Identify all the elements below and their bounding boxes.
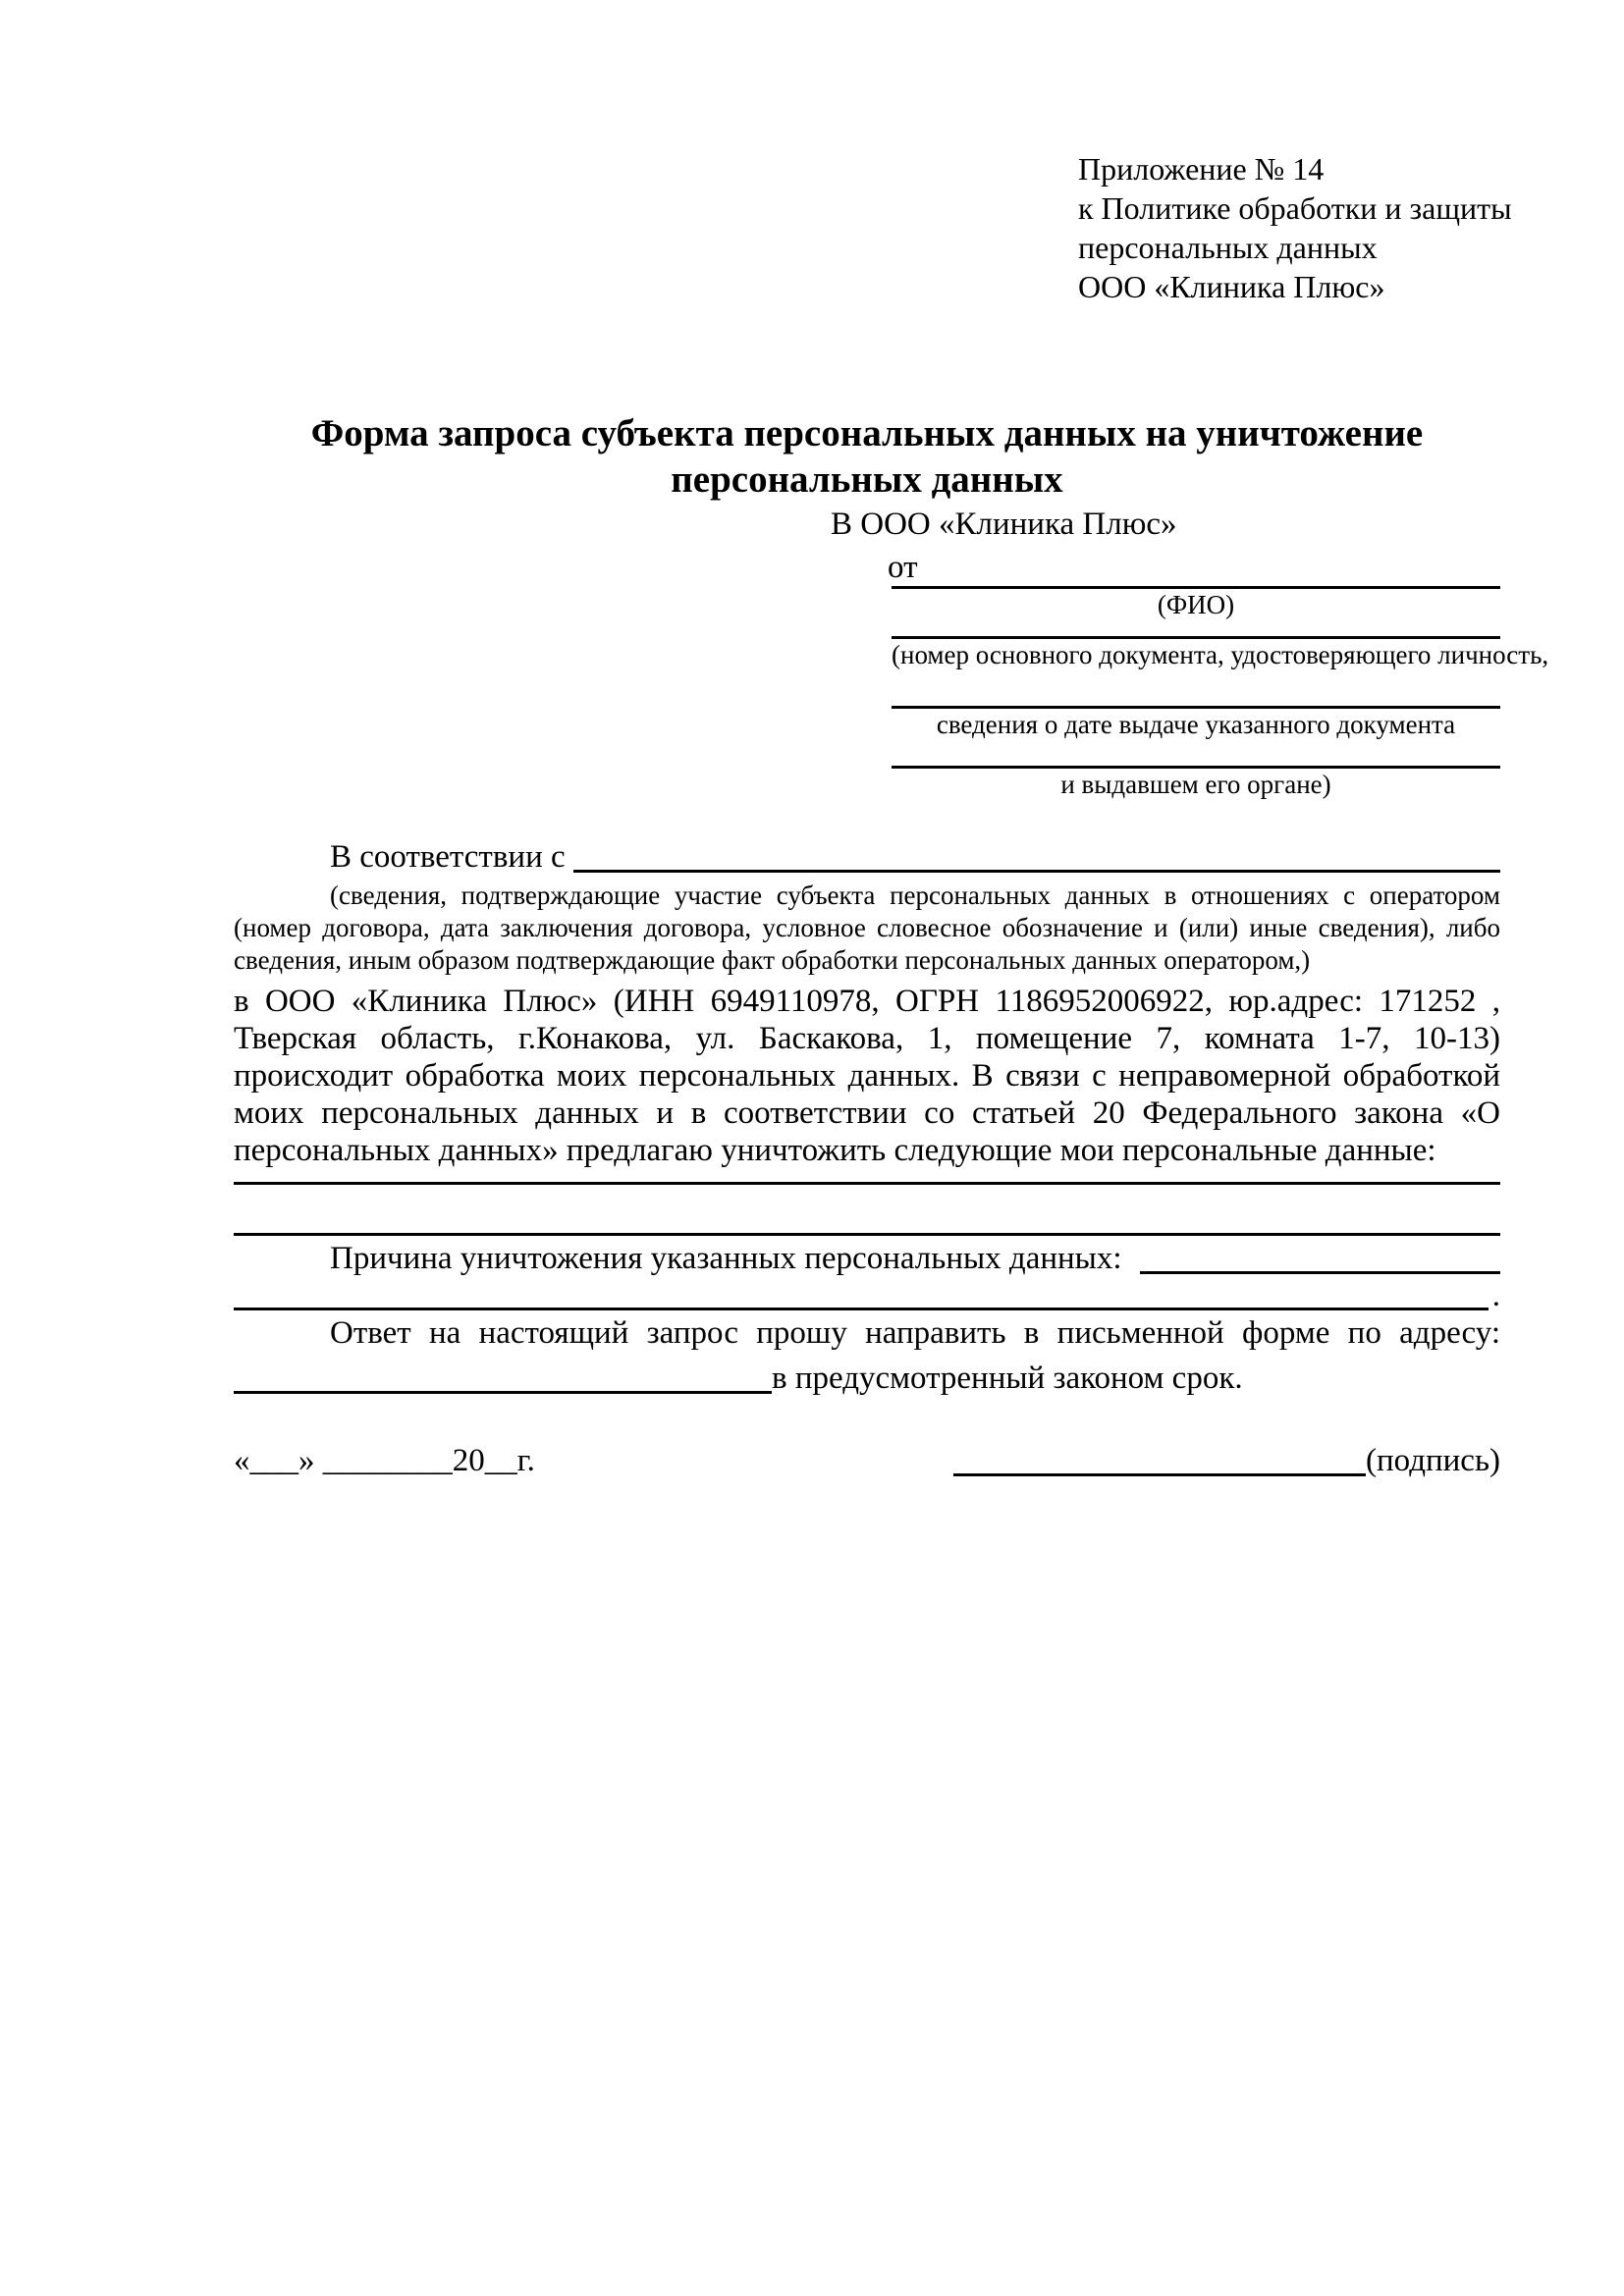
accordance-footnote: (сведения, подтверждающие участие субъекта персональных данных в отношениях с оператором (номер договора, дата заключения договора, условное словесное обозначение и (или) иные сведения), либо сведения, иным образом подтверждающие факт обработки персональных данных оператором,) [234, 881, 1500, 975]
applicant-fill-block [892, 583, 1549, 801]
reason-row [234, 1238, 1500, 1279]
accordance-lead: В соответствии с [330, 839, 573, 875]
reason-blank-line-2 [234, 1279, 1500, 1312]
reason-blank-line [1140, 1238, 1500, 1274]
appendix-header [1078, 149, 1512, 306]
issuing-authority-caption: и выдавшем его органе) [1060, 770, 1331, 799]
fio-caption: (ФИО) [1157, 590, 1235, 619]
doc-number-blank-line [892, 621, 1500, 639]
form-title-line-2: персональных данных [671, 458, 1063, 501]
appendix-header-line: Приложение № 14 [1078, 151, 1325, 187]
data-blank-line-2 [234, 1185, 1500, 1236]
form-title-line-1: Форма запроса субъекта персональных данных на уничтожение [310, 412, 1424, 454]
appendix-header-line: к Политике обработки и защиты [1078, 190, 1512, 226]
trailing-period: . [1491, 1278, 1500, 1313]
appendix-header-line: ООО «Клиника Плюс» [1078, 269, 1385, 304]
reply-paragraph: Ответ на настоящий запрос прошу направить в письменной форме по адресу: [330, 1315, 1500, 1351]
signature-caption: (подпись) [1366, 1443, 1500, 1478]
reason-label: Причина уничтожения указанных персональных данных: [330, 1241, 1130, 1276]
blank-rule [234, 1169, 1500, 1185]
doc-number-caption: (номер основного документа, удостоверяющего личность, [892, 640, 1549, 669]
blank-rule [234, 1308, 1489, 1310]
issue-date-blank-line [892, 671, 1500, 709]
date-placeholder: «___» ________20__г. [234, 1443, 535, 1478]
issue-date-caption: сведения о дате выдаче указанного документа [936, 710, 1456, 739]
addressee-line: В ООО «Клиника Плюс» [831, 507, 1177, 542]
blank-rule [234, 1185, 1500, 1236]
accordance-row [234, 836, 1500, 878]
signature-group [953, 1440, 1500, 1481]
appendix-header-line: персональных данных [1078, 230, 1378, 265]
signature-blank-line [953, 1440, 1366, 1476]
issuing-authority-blank-line [892, 741, 1500, 769]
accordance-blank-line [573, 836, 1500, 873]
data-blank-line-1 [234, 1169, 1500, 1185]
body-paragraph: в ООО «Клиника Плюс» (ИНН 6949110978, ОГРН 1186952006922, юр.адрес: 171252 , Тверская область, г.Конакова, ул. Баскакова, 1, помещение 7, комната 1-7, 10-13) происходит обработка моих персональных данных. В связи с неправомерной обработкой моих персональных данных и в соответствии со статьей 20 Федерального закона «О персональных данных» предлагаю уничтожить следующие мои персональные данные: [234, 984, 1500, 1168]
date-signature-row [234, 1440, 1500, 1481]
form-title [234, 410, 1500, 503]
reply-tail: в предусмотренный законом срок. [772, 1361, 1243, 1396]
from-label: от [888, 550, 918, 585]
address-blank-line [234, 1358, 772, 1394]
